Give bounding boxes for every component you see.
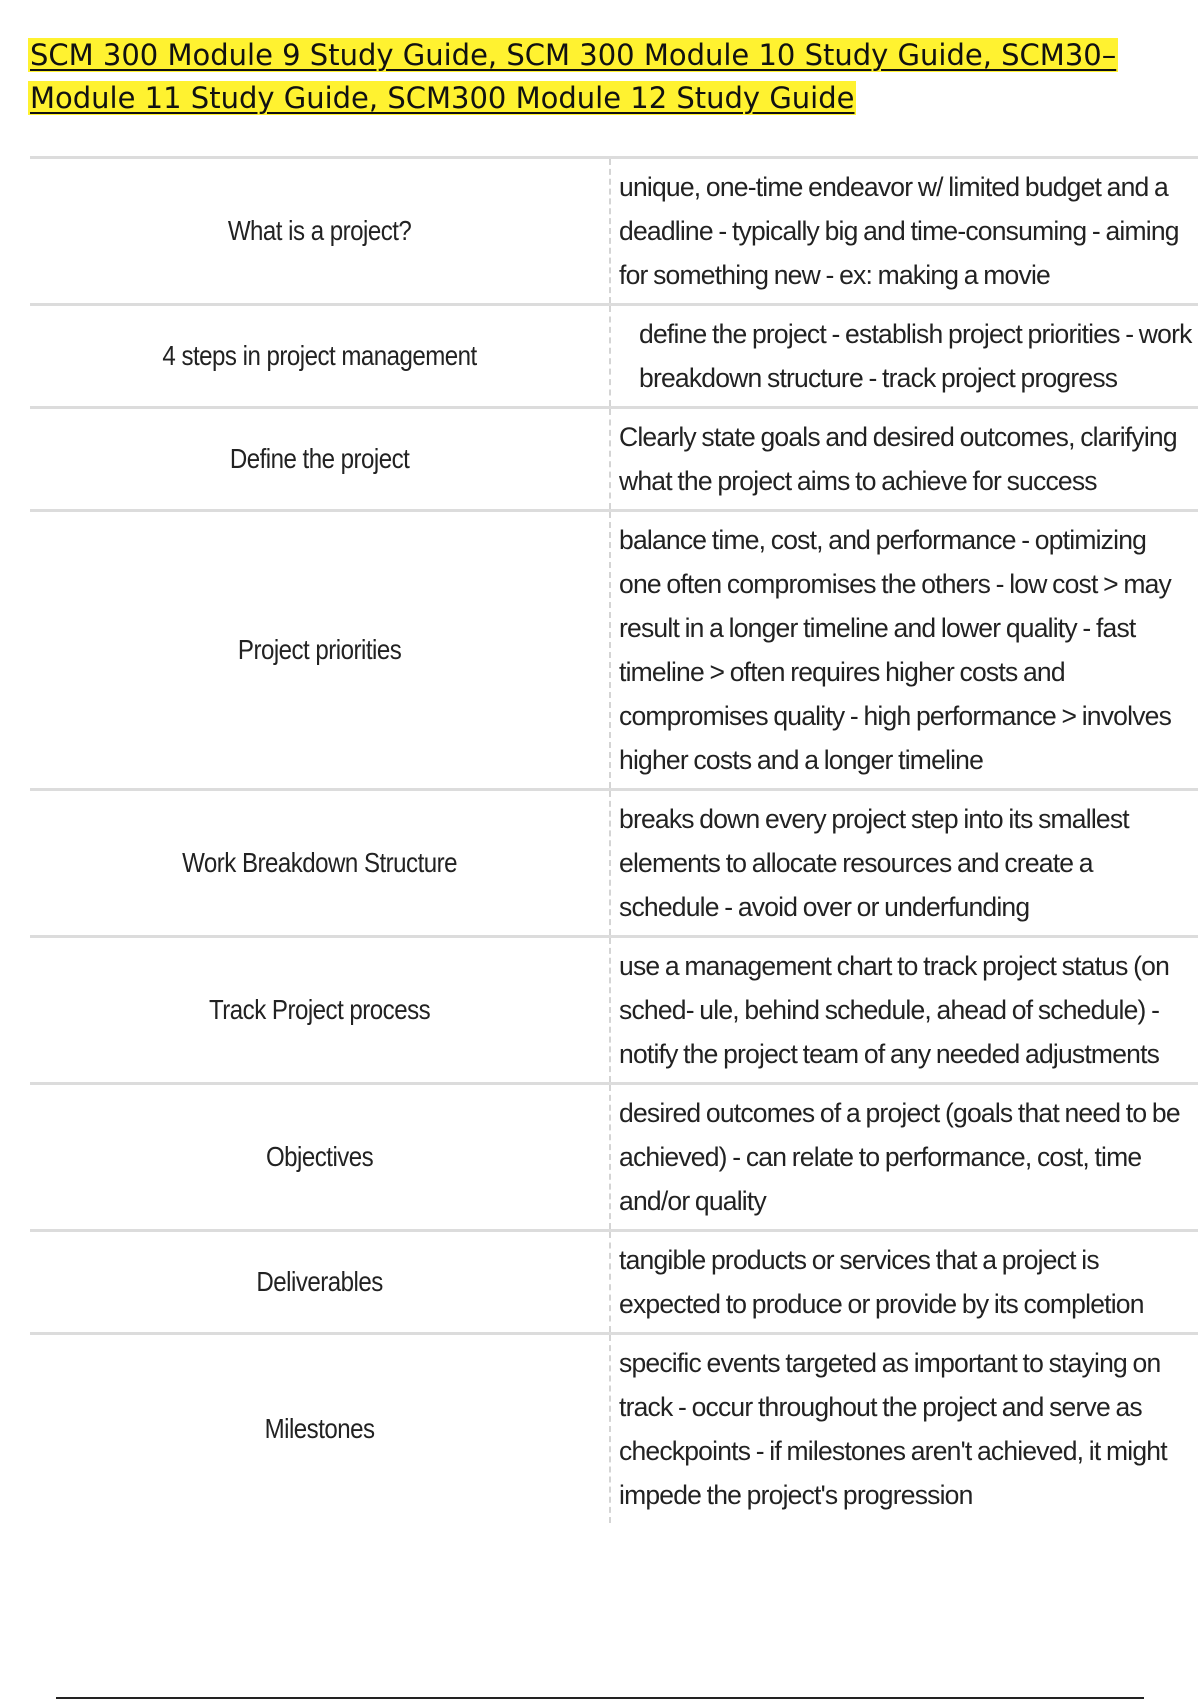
term-cell: What is a project? xyxy=(71,158,570,305)
definition-cell xyxy=(610,305,1198,408)
definition-cell xyxy=(610,790,1198,937)
term-cell: Deliverables xyxy=(71,1231,570,1334)
page-bottom-rule xyxy=(56,1697,1144,1699)
definition-cell xyxy=(610,1084,1198,1231)
term-cell: Project priorities xyxy=(71,511,570,790)
term-cell: Work Breakdown Structure xyxy=(71,790,570,937)
definition-cell xyxy=(610,158,1198,305)
term-cell: Objectives xyxy=(71,1084,570,1231)
definition-cell xyxy=(610,1334,1198,1524)
definition-text: breaks down every project step into its smallest elements to allocate resources and create a schedule - avoid over or underfunding xyxy=(619,804,1129,922)
document-title xyxy=(28,34,1178,120)
flashcard-row xyxy=(30,937,1198,1084)
flashcard-row xyxy=(30,158,1198,305)
definition-text: desired outcomes of a project (goals that need to be achieved) - can relate to performance, cost, time and/or quality xyxy=(619,1098,1180,1216)
definition-text: tangible products or services that a project is expected to produce or provide by its completion xyxy=(619,1245,1144,1319)
flashcard-row xyxy=(30,1334,1198,1524)
flashcard-row xyxy=(30,1084,1198,1231)
definition-text: unique, one-time endeavor w/ limited budget and a deadline - typically big and time-consuming - aiming for something new - ex: making a movie xyxy=(619,172,1179,290)
term-cell: Milestones xyxy=(71,1334,570,1524)
flashcard-row xyxy=(30,511,1198,790)
definition-cell xyxy=(610,1231,1198,1334)
definition-cell xyxy=(610,511,1198,790)
document-title-text: SCM 300 Module 9 Study Guide, SCM 300 Module 10 Study Guide, SCM30– Module 11 Study Guide, SCM300 Module 12 Study Guide xyxy=(30,38,1117,115)
definition-text: specific events targeted as important to staying on track - occur throughout the project and serve as checkpoints - if milestones aren't achieved, it might impede the project's progression xyxy=(619,1348,1167,1510)
flashcard-row xyxy=(30,790,1198,937)
flashcard-row xyxy=(30,408,1198,511)
term-cell: Define the project xyxy=(71,408,570,511)
definition-cell xyxy=(610,408,1198,511)
flashcard-table xyxy=(30,156,1198,1523)
term-cell: 4 steps in project management xyxy=(71,305,570,408)
term-cell: Track Project process xyxy=(71,937,570,1084)
definition-cell xyxy=(610,937,1198,1084)
flashcard-row xyxy=(30,1231,1198,1334)
definition-text: Clearly state goals and desired outcomes, clarifying what the project aims to achieve for success xyxy=(619,422,1177,496)
flashcard-row xyxy=(30,305,1198,408)
definition-text: use a management chart to track project status (on sched- ule, behind schedule, ahead of schedule) - notify the project team of any needed adjustments xyxy=(619,951,1170,1069)
definition-text: define the project - establish project priorities - work breakdown structure - track project progress xyxy=(639,319,1192,393)
definition-text: balance time, cost, and performance - optimizing one often compromises the others - low cost > may result in a longer timeline and lower quality - fast timeline > often requires higher costs and compromises quality - high performance > involves higher costs and a longer timeline xyxy=(619,525,1172,775)
